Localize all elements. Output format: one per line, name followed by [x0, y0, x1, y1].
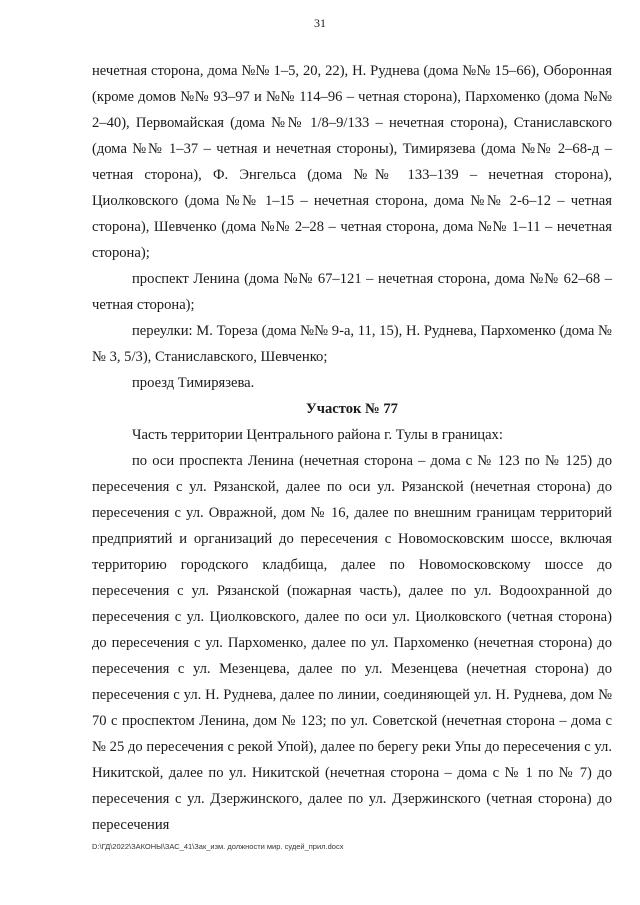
paragraph-prospekt-lenina: проспект Ленина (дома №№ 67–121 – нечетная сторона, дома №№ 62–68 – четная сторона); — [92, 271, 612, 313]
paragraph-streets-continued: нечетная сторона, дома №№ 1–5, 20, 22), Н. Руднева (дома №№ 15–66), Оборонная (кроме домов №№ 93–97 и №№ 114–96 – четная сторона), Пархоменко (дома №№ 2–40), Первомайская (дома №№ 1/8–9/133 – нечетная сторона), Станиславского (дома №№ 1–37 – четная и нечетная стороны), Тимирязева (дома №№ 2–68-д – четная сторона), Ф. Энгельса (дома №№ 133–139 – нечетная сторона), Циолковского (дома №№ 1–15 – нечетная сторона, дома №№ 2-6–12 – четная сторона), Шевченко (дома №№ 2–28 – четная сторона, дома №№ 1–11 – нечетная сторона); — [92, 63, 612, 261]
paragraph-territory-intro: Часть территории Центрального района г. Тулы в границах: — [132, 427, 503, 443]
section-heading: Участок № 77 — [306, 401, 398, 417]
document-body — [92, 58, 612, 838]
footer-file-path: D:\ГД\2022\ЗАКОНЫ\ЗАС_41\Зак_изм. должности мир. судей_прил.docx — [92, 842, 344, 851]
page-number: 31 — [314, 16, 326, 30]
paragraph-lanes: переулки: М. Тореза (дома №№ 9-а, 11, 15), Н. Руднева, Пархоменко (дома №№ 3, 5/3), Станиславского, Шевченко; — [92, 323, 612, 365]
paragraph-passage: проезд Тимирязева. — [132, 375, 255, 391]
paragraph-boundaries: по оси проспекта Ленина (нечетная сторона – дома с № 123 по № 125) до пересечения с ул. Рязанской, далее по оси ул. Рязанской (нечетная сторона) до пересечения с ул. Овражной, дом № 16, далее по внешним границам территорий предприятий и организаций до пересечения с Новомосковским шоссе, включая территорию городского кладбища, далее по Новомосковскому шоссе до пересечения с ул. Рязанской (пожарная часть), далее по ул. Водоохранной до пересечения с ул. Циолковского, далее по оси ул. Циолковского (четная сторона) до пересечения с ул. Пархоменко, далее по ул. Пархоменко (нечетная сторона) до пересечения с ул. Мезенцева, далее по ул. Мезенцева (нечетная сторона) до пересечения с ул. Н. Руднева, далее по линии, соединяющей ул. Н. Руднева, дом № 70 с проспектом Ленина, дом № 123; по ул. Советской (нечетная сторона – дома с № 25 до пересечения с рекой Упой), далее по берегу реки Упы до пересечения с ул. Никитской, далее по ул. Никитской (нечетная сторона – дома с № 1 по № 7) до пересечения с ул. Дзержинского, далее по ул. Дзержинского (четная сторона) до пересечения — [92, 453, 612, 833]
